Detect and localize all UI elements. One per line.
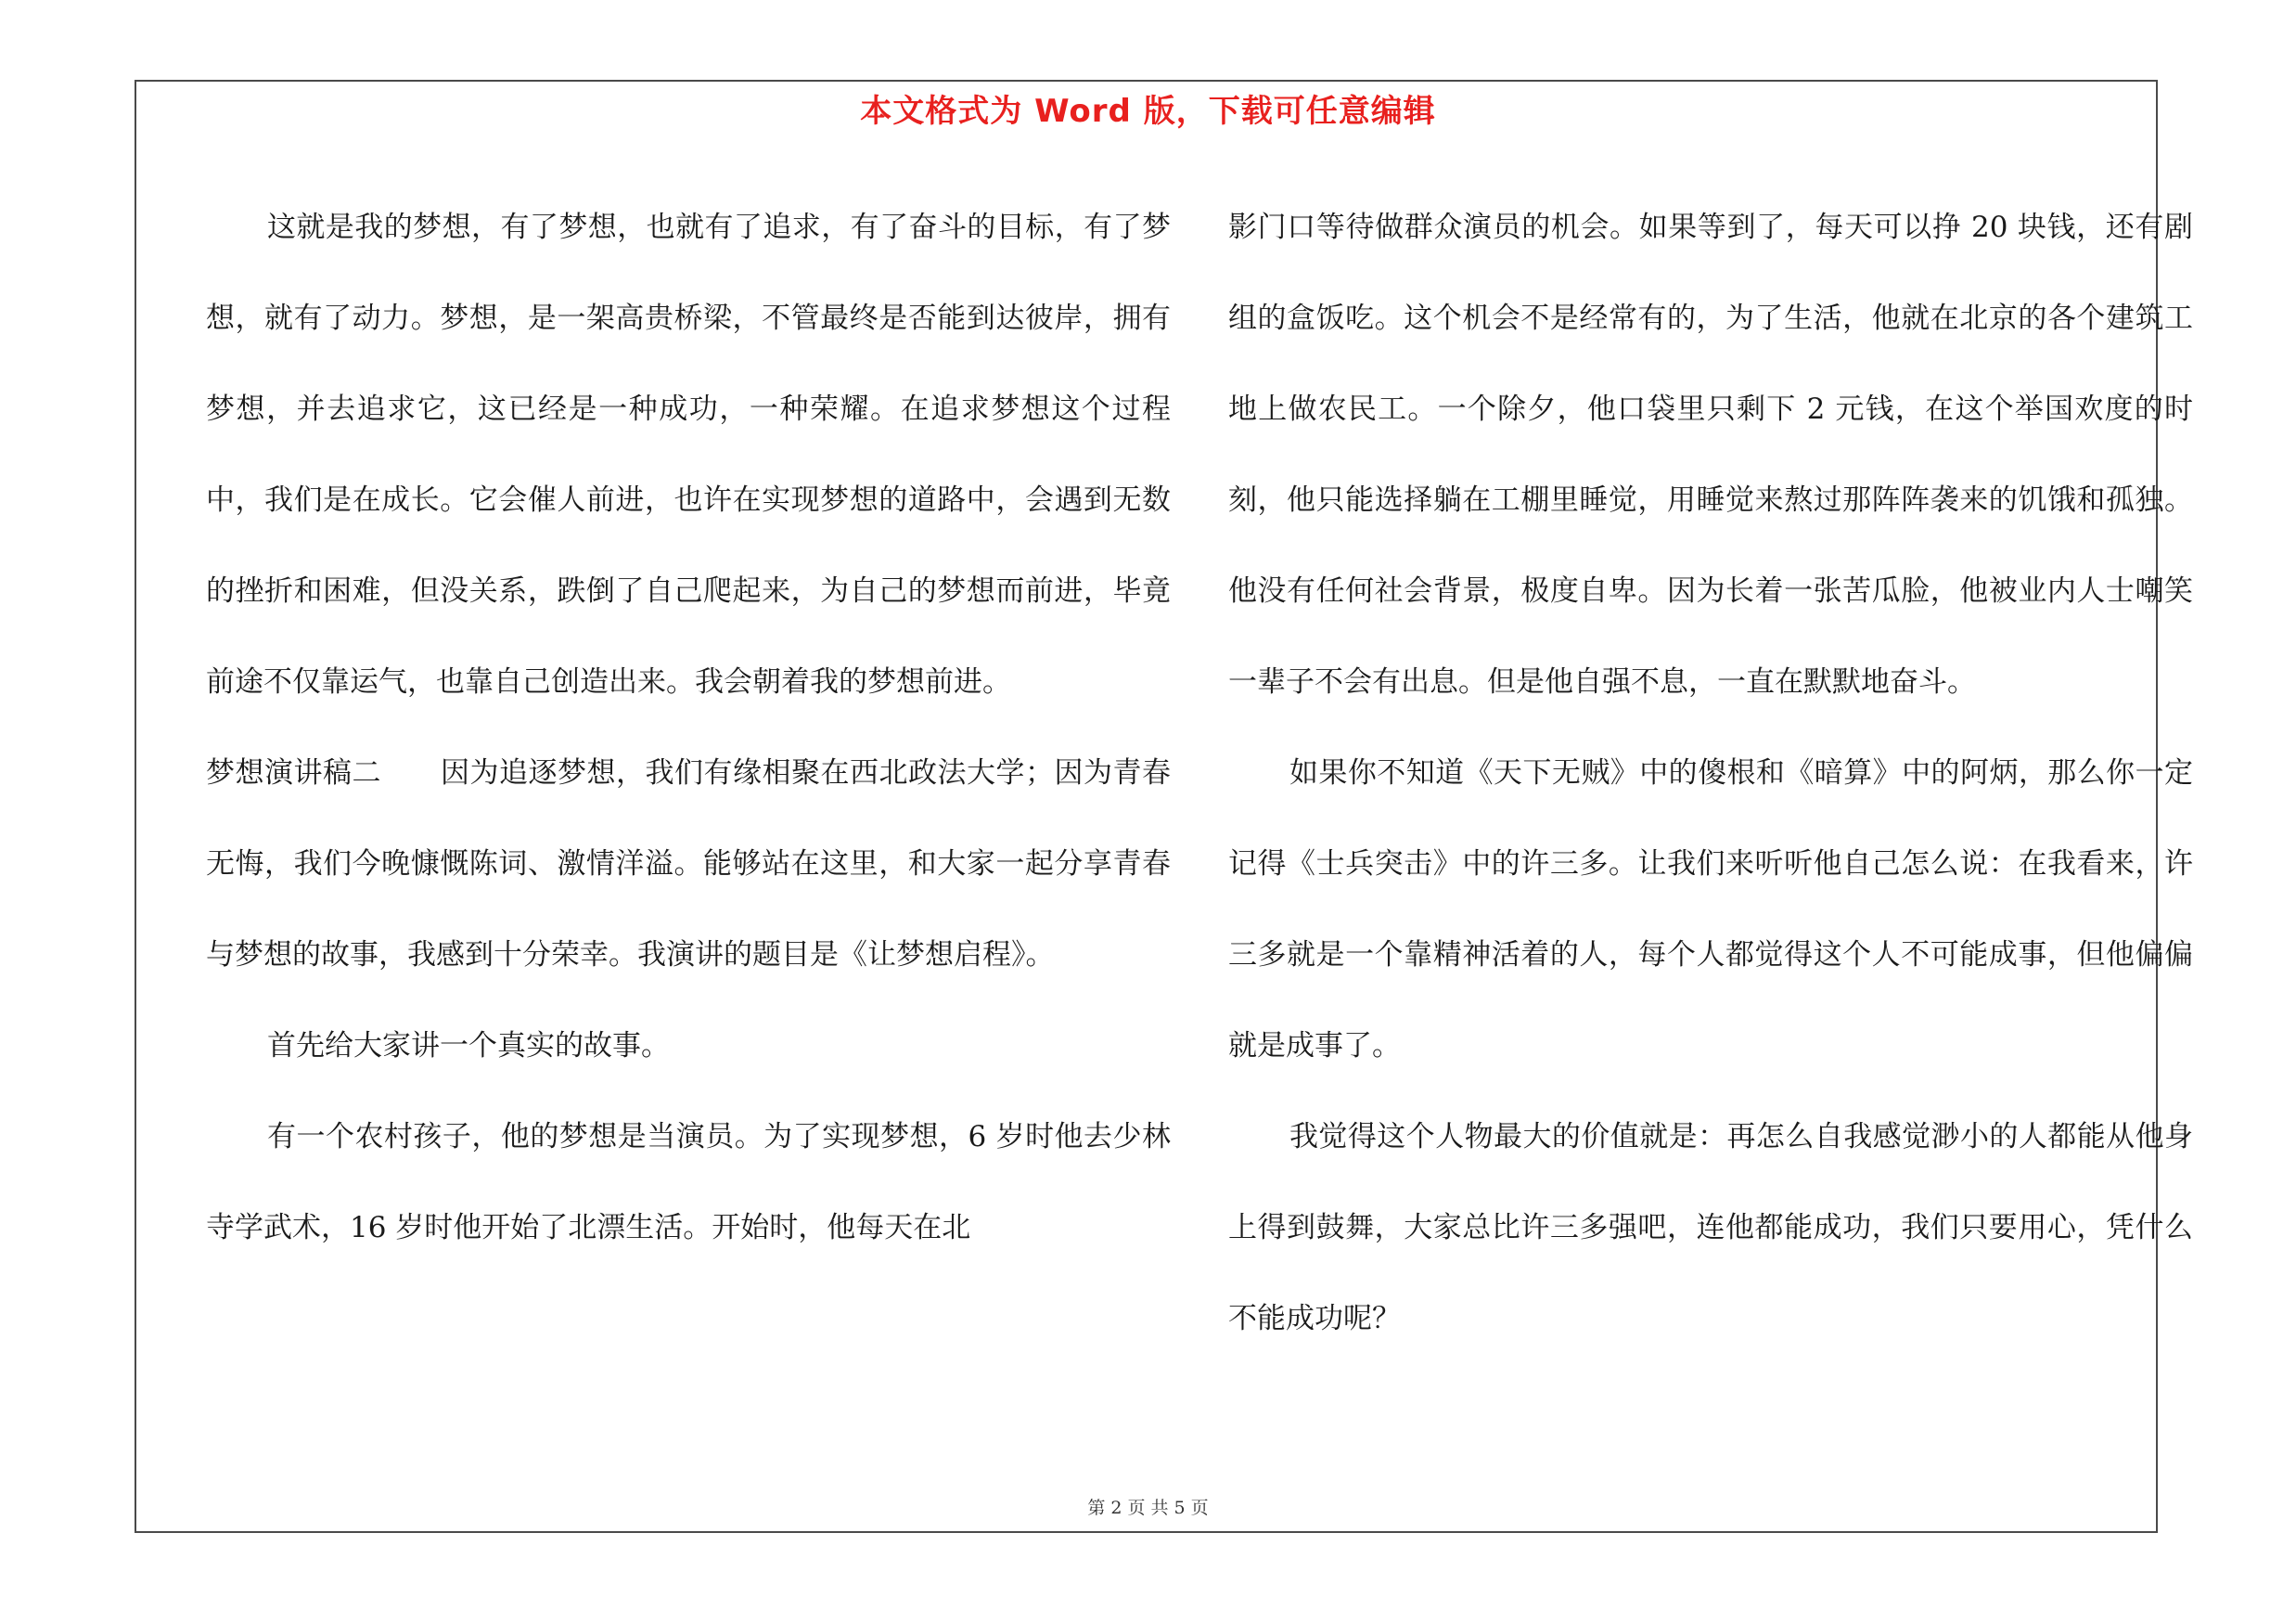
paragraph: 我觉得这个人物最大的价值就是：再怎么自我感觉渺小的人都能从他身上得到鼓舞，大家总比许三多强吧，连他都能成功，我们只要用心，凭什么不能成功呢？ — [1228, 1120, 2193, 1335]
left-column — [206, 182, 1171, 1273]
paragraph-continued: 影门口等待做群众演员的机会。如果等到了，每天可以挣 20 块钱，还有剧组的盒饭吃。这个机会不是经常有的，为了生活，他就在北京的各个建筑工地上做农民工。一个除夕，他口袋里只剩下 2 元钱，在这个举国欢度的时刻，他只能选择躺在工棚里睡觉，用睡觉来熬过那阵阵袭来的饥饿和孤独。他没有任何社会背景，极度自卑。因为长着一张苦瓜脸，他被业内人士嘲笑一辈子不会有出息。但是他自强不息，一直在默默地奋斗。 — [1228, 211, 2193, 699]
paragraph: 有一个农村孩子，他的梦想是当演员。为了实现梦想，6 岁时他去少林寺学武术，16 岁时他开始了北漂生活。开始时，他每天在北 — [206, 1120, 1171, 1244]
paragraph: 首先给大家讲一个真实的故事。 — [267, 1029, 670, 1063]
section-paragraph — [206, 728, 1171, 1000]
right-column — [1228, 182, 2193, 1364]
section-title: 梦想演讲稿二 — [206, 756, 381, 790]
paragraph: 如果你不知道《天下无贼》中的傻根和《暗算》中的阿炳，那么你一定记得《士兵突击》中的许三多。让我们来听听他自己怎么说：在我看来，许三多就是一个靠精神活着的人，每个人都觉得这个人不可能成事，但他偏偏就是成事了。 — [1228, 756, 2193, 1063]
paragraph: 这就是我的梦想，有了梦想，也就有了追求，有了奋斗的目标，有了梦想，就有了动力。梦想，是一架高贵桥梁，不管最终是否能到达彼岸，拥有梦想，并去追求它，这已经是一种成功，一种荣耀。在追求梦想这个过程中，我们是在成长。它会催人前进，也许在实现梦想的道路中，会遇到无数的挫折和困难，但没关系，跌倒了自己爬起来，为自己的梦想而前进，毕竟前途不仅靠运气，也靠自己创造出来。我会朝着我的梦想前进。 — [206, 211, 1171, 699]
format-banner: 本文格式为 Word 版，下载可任意编辑 — [860, 93, 1436, 130]
paragraph-text: 因为追逐梦想，我们有缘相聚在西北政法大学；因为青春无悔，我们今晚慷慨陈词、激情洋溢。能够站在这里，和大家一起分享青春与梦想的故事，我感到十分荣幸。我演讲的题目是《让梦想启程》。 — [206, 756, 1171, 972]
page-number-footer: 第 2 页 共 5 页 — [1087, 1498, 1209, 1518]
